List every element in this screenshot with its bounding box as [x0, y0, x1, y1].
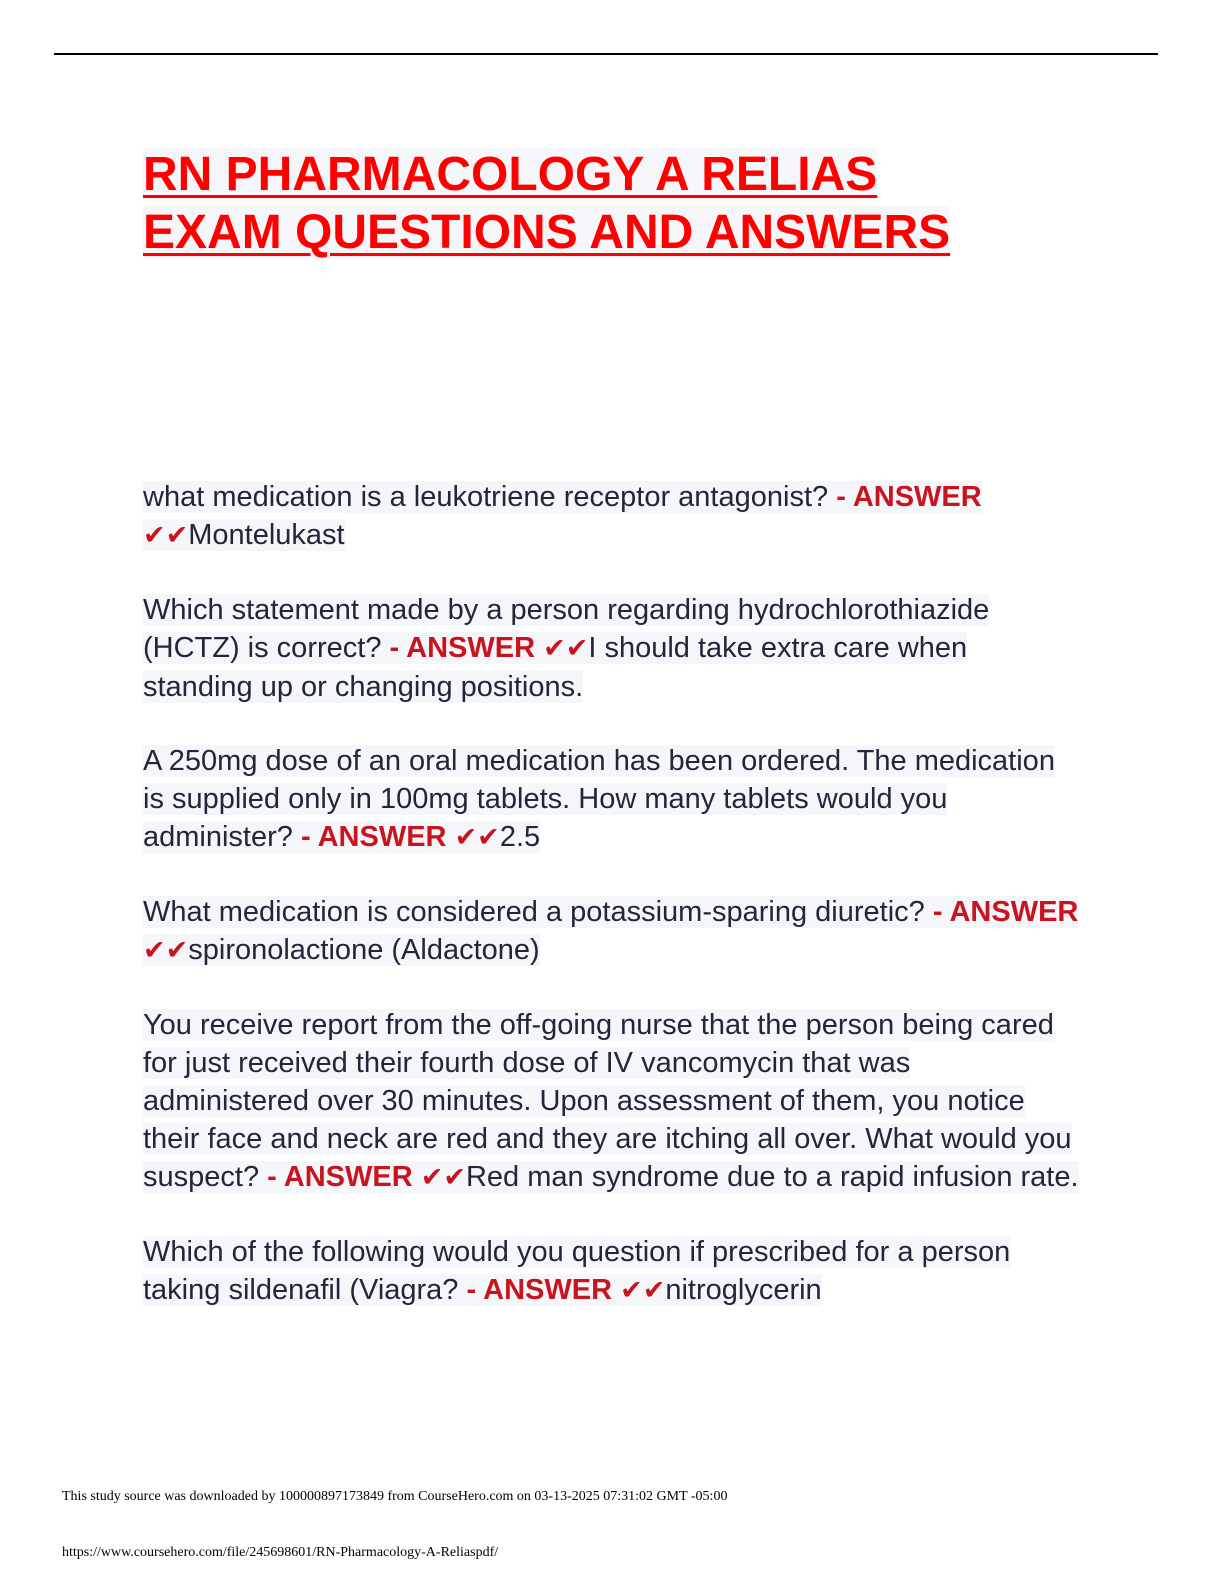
qa-item [143, 893, 1083, 970]
answer-text: Red man syndrome due to a rapid infusion rate. [465, 1161, 1079, 1193]
answer-text: I should take extra care when standing up or changing positions. [143, 632, 968, 703]
top-rule [54, 53, 1158, 55]
double-check-icon: ✔✔ [143, 935, 189, 966]
qa-item [143, 1006, 1083, 1197]
answer-text: nitroglycerin [665, 1274, 822, 1306]
answer-marker: - ANSWER [932, 896, 1079, 928]
question-text: What medication is considered a potassium-sparing diuretic? [143, 896, 933, 928]
double-check-icon: ✔✔ [620, 1275, 666, 1306]
answer-text: spironolactione (Aldactone) [188, 934, 540, 966]
footer-url: https://www.coursehero.com/file/245698601/RN-Pharmacology-A-Reliaspdf/ [62, 1545, 499, 1560]
footer-download-notice: This study source was downloaded by 100000897173849 from CourseHero.com on 03-13-2025 07:31:02 GMT -05:00 [62, 1489, 728, 1504]
qa-item [143, 591, 1083, 706]
answer-marker: - ANSWER [267, 1161, 421, 1193]
answer-marker: - ANSWER [466, 1274, 621, 1306]
question-text: what medication is a leukotriene receptor antagonist? [143, 481, 837, 513]
qa-list [143, 478, 1083, 1346]
double-check-icon: ✔✔ [543, 633, 589, 664]
double-check-icon: ✔✔ [420, 1162, 466, 1193]
question-text: A 250mg dose of an oral medication has been ordered. The medication is supplied only in 100mg tablets. How many tablets would you administer? [143, 745, 1055, 853]
answer-text: Montelukast [188, 519, 345, 551]
qa-item [143, 1233, 1083, 1310]
question-text: Which of the following would you question if prescribed for a person taking sildenafil (Viagra? [143, 1236, 1011, 1306]
qa-item [143, 742, 1083, 857]
document-title [143, 146, 1103, 262]
double-check-icon: ✔✔ [454, 822, 500, 853]
title-line-2: EXAM QUESTIONS AND ANSWERS [143, 206, 951, 259]
double-check-icon: ✔✔ [143, 520, 189, 551]
answer-marker: - ANSWER [836, 481, 982, 513]
question-text: Which statement made by a person regarding hydrochlorothiazide (HCTZ) is correct? [143, 594, 990, 664]
answer-marker: - ANSWER [300, 821, 455, 853]
title-line-1: RN PHARMACOLOGY A RELIAS [143, 148, 878, 201]
qa-item [143, 478, 1083, 555]
question-text: You receive report from the off-going nurse that the person being cared for just received their fourth dose of IV vancomycin that was administered over 30 minutes. Upon assessment of them, you notice their face and neck are red and they are itching all over. What would you suspect? [143, 1009, 1072, 1193]
answer-text: 2.5 [499, 821, 541, 853]
answer-marker: - ANSWER [389, 632, 544, 664]
